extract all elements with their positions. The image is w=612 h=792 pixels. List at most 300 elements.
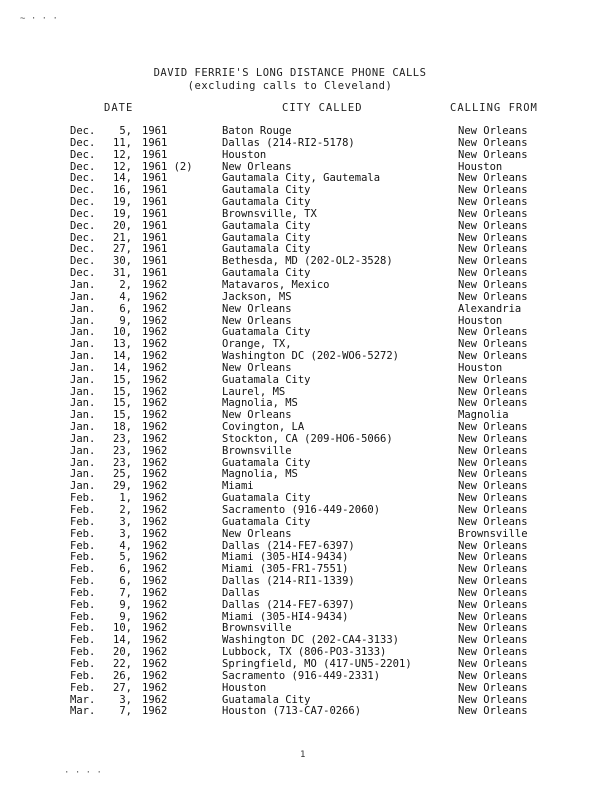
call-month: Feb. (70, 551, 96, 564)
table-row (0, 208, 612, 220)
table-row (0, 220, 612, 232)
call-from: New Orleans (458, 468, 528, 481)
call-from: New Orleans (458, 492, 528, 505)
call-from: New Orleans (458, 148, 528, 161)
call-year: 1961 (142, 231, 168, 244)
call-day: 7, (119, 586, 132, 599)
call-city: Stockton, CA (209-HO6-5066) (222, 432, 393, 445)
call-day: 14, (113, 350, 132, 363)
table-row (0, 149, 612, 161)
table-row (0, 137, 612, 149)
table-row (0, 386, 612, 398)
call-city: Guatamala City (222, 693, 311, 706)
call-month: Dec. (70, 219, 96, 232)
call-year: 1962 (142, 693, 168, 706)
call-from: New Orleans (458, 610, 528, 623)
call-month: Dec. (70, 160, 96, 173)
call-day: 3, (119, 527, 132, 540)
call-from: New Orleans (458, 373, 528, 386)
call-year: 1962 (142, 527, 168, 540)
call-day: 12, (113, 160, 132, 173)
table-row (0, 350, 612, 362)
call-year: 1962 (142, 480, 168, 493)
call-city: Bethesda, MD (202-OL2-3528) (222, 255, 393, 268)
call-month: Jan. (70, 468, 96, 481)
call-day: 10, (113, 326, 132, 339)
call-from: New Orleans (458, 634, 528, 647)
call-day: 1, (119, 492, 132, 505)
call-year: 1962 (142, 515, 168, 528)
call-city: Houston (222, 148, 267, 161)
table-row (0, 362, 612, 374)
call-year: 1962 (142, 326, 168, 339)
call-day: 19, (113, 196, 132, 209)
call-city: Jackson, MS (222, 290, 292, 303)
call-month: Feb. (70, 504, 96, 516)
call-city: Brownsville (222, 622, 292, 635)
call-month: Feb. (70, 515, 96, 528)
table-row (0, 516, 612, 528)
table-row (0, 540, 612, 552)
call-from: New Orleans (458, 432, 528, 445)
call-from: New Orleans (458, 444, 528, 457)
call-month: Jan. (70, 278, 96, 291)
call-city: Gautamala City (222, 219, 311, 232)
table-row (0, 267, 612, 279)
table-row (0, 232, 612, 244)
call-year: 1961 (142, 267, 168, 280)
table-row (0, 125, 612, 137)
call-from: New Orleans (458, 397, 528, 410)
table-row (0, 374, 612, 386)
call-from: New Orleans (458, 350, 528, 363)
call-year: 1962 (142, 373, 168, 386)
call-city: New Orleans (222, 160, 292, 173)
call-city: Brownsville (222, 444, 292, 457)
call-year: 1961 (142, 243, 168, 256)
call-month: Jan. (70, 314, 96, 327)
table-row (0, 279, 612, 291)
call-from: New Orleans (458, 705, 528, 718)
call-from: New Orleans (458, 681, 528, 694)
call-day: 19, (113, 207, 132, 220)
call-year: 1961 (142, 196, 168, 209)
call-day: 15, (113, 385, 132, 398)
call-city: Gautamala City, Gautemala (222, 172, 381, 185)
call-month: Jan. (70, 373, 96, 386)
call-city: Dallas (214-FE7-6397) (222, 598, 355, 611)
call-city: Dallas (214-RI2-5178) (222, 136, 355, 149)
call-year: 1962 (142, 468, 168, 481)
call-year: 1962 (142, 397, 168, 410)
call-from: New Orleans (458, 669, 528, 682)
call-month: Mar. (70, 705, 96, 718)
table-row (0, 658, 612, 670)
call-month: Feb. (70, 634, 96, 647)
table-row (0, 243, 612, 255)
document-subtitle: (excluding calls to Cleveland) (187, 80, 393, 92)
call-month: Dec. (70, 184, 96, 197)
call-city: Miami (305-FR1-7551) (222, 563, 349, 576)
call-from: New Orleans (458, 338, 528, 351)
table-row (0, 172, 612, 184)
call-from: Houston (458, 314, 503, 327)
call-from: New Orleans (458, 515, 528, 528)
call-from: New Orleans (458, 326, 528, 339)
call-city: New Orleans (222, 314, 292, 327)
call-from: New Orleans (458, 551, 528, 564)
call-month: Jan. (70, 385, 96, 398)
call-from: Houston (458, 361, 503, 374)
call-day: 10, (113, 622, 132, 635)
call-day: 16, (113, 184, 132, 197)
call-day: 14, (113, 634, 132, 647)
call-day: 18, (113, 421, 132, 434)
call-from: New Orleans (458, 172, 528, 185)
call-city: Miami (305-HI4-9434) (222, 551, 349, 564)
call-from: New Orleans (458, 231, 528, 244)
table-row (0, 575, 612, 587)
call-city: Baton Rouge (222, 125, 292, 137)
call-month: Jan. (70, 361, 96, 374)
call-month: Jan. (70, 480, 96, 493)
call-from: New Orleans (458, 504, 528, 516)
call-month: Feb. (70, 646, 96, 659)
call-month: Dec. (70, 196, 96, 209)
call-year: 1961 (142, 184, 168, 197)
call-year: 1962 (142, 669, 168, 682)
call-day: 15, (113, 397, 132, 410)
call-day: 20, (113, 219, 132, 232)
call-from: New Orleans (458, 196, 528, 209)
call-city: Guatamala City (222, 492, 311, 505)
call-month: Dec. (70, 243, 96, 256)
call-day: 14, (113, 172, 132, 185)
table-row (0, 587, 612, 599)
table-row (0, 599, 612, 611)
call-day: 25, (113, 468, 132, 481)
call-month: Feb. (70, 586, 96, 599)
call-city: Brownsville, TX (222, 207, 317, 220)
call-month: Dec. (70, 125, 96, 137)
call-from: New Orleans (458, 184, 528, 197)
call-month: Jan. (70, 326, 96, 339)
call-year: 1962 (142, 385, 168, 398)
call-year: 1962 (142, 575, 168, 588)
call-month: Feb. (70, 610, 96, 623)
call-year: 1962 (142, 432, 168, 445)
call-city: Matavaros, Mexico (222, 278, 330, 291)
call-city: Magnolia, MS (222, 468, 298, 481)
page-number: 1 (300, 750, 306, 760)
call-day: 9, (119, 314, 132, 327)
call-day: 27, (113, 243, 132, 256)
call-day: 23, (113, 432, 132, 445)
call-year: 1962 (142, 278, 168, 291)
call-day: 4, (119, 290, 132, 303)
call-city: Orange, TX, (222, 338, 292, 351)
table-row (0, 504, 612, 516)
call-month: Feb. (70, 492, 96, 505)
call-city: Houston (713-CA7-0266) (222, 705, 362, 718)
call-year: 1961 (142, 148, 168, 161)
call-from: New Orleans (458, 243, 528, 256)
call-from: New Orleans (458, 622, 528, 635)
call-city: Miami (305-HI4-9434) (222, 610, 349, 623)
call-day: 2, (119, 504, 132, 516)
call-city: Sacramento (916-449-2331) (222, 669, 381, 682)
table-row (0, 303, 612, 315)
call-day: 9, (119, 610, 132, 623)
call-day: 15, (113, 373, 132, 386)
call-month: Jan. (70, 444, 96, 457)
call-from: New Orleans (458, 563, 528, 576)
call-year: 1962 (142, 634, 168, 647)
call-city: Guatamala City (222, 326, 311, 339)
call-month: Jan. (70, 397, 96, 410)
call-day: 4, (119, 539, 132, 552)
call-year: 1962 (142, 681, 168, 694)
call-month: Jan. (70, 350, 96, 363)
call-year: 1962 (142, 563, 168, 576)
call-day: 3, (119, 693, 132, 706)
call-year: 1962 (142, 492, 168, 505)
call-from: New Orleans (458, 278, 528, 291)
call-city: Guatamala City (222, 373, 311, 386)
call-day: 31, (113, 267, 132, 280)
call-month: Dec. (70, 255, 96, 268)
call-city: New Orleans (222, 527, 292, 540)
call-month: Feb. (70, 539, 96, 552)
call-day: 7, (119, 705, 132, 718)
call-month: Dec. (70, 136, 96, 149)
scan-specks-bottom: · · · · (64, 768, 102, 778)
call-month: Feb. (70, 598, 96, 611)
call-year: 1961 (142, 207, 168, 220)
call-year: 1962 (142, 338, 168, 351)
call-from: New Orleans (458, 421, 528, 434)
call-month: Jan. (70, 409, 96, 422)
call-year: 1962 (142, 598, 168, 611)
call-city: Gautamala City (222, 196, 311, 209)
call-from: New Orleans (458, 598, 528, 611)
call-day: 30, (113, 255, 132, 268)
call-year: 1961 (142, 136, 168, 149)
call-from: New Orleans (458, 586, 528, 599)
call-day: 26, (113, 669, 132, 682)
call-year: 1962 (142, 646, 168, 659)
call-month: Jan. (70, 421, 96, 434)
call-month: Jan. (70, 302, 96, 315)
table-row (0, 161, 612, 173)
table-row (0, 445, 612, 457)
call-month: Feb. (70, 669, 96, 682)
call-from: New Orleans (458, 456, 528, 469)
call-day: 27, (113, 681, 132, 694)
table-row (0, 622, 612, 634)
call-day: 29, (113, 480, 132, 493)
call-month: Feb. (70, 622, 96, 635)
call-year: 1962 (142, 350, 168, 363)
table-row (0, 634, 612, 646)
call-month: Feb. (70, 563, 96, 576)
call-day: 23, (113, 444, 132, 457)
table-row (0, 611, 612, 623)
call-day: 12, (113, 148, 132, 161)
call-from: New Orleans (458, 646, 528, 659)
table-row (0, 480, 612, 492)
call-month: Dec. (70, 207, 96, 220)
call-month: Dec. (70, 148, 96, 161)
table-row (0, 528, 612, 540)
call-year: 1962 (142, 314, 168, 327)
table-row (0, 694, 612, 706)
call-year: 1962 (142, 657, 168, 670)
call-year: 1962 (142, 444, 168, 457)
call-year: 1962 (142, 302, 168, 315)
table-row (0, 184, 612, 196)
call-from: New Orleans (458, 480, 528, 493)
table-row (0, 397, 612, 409)
call-year: 1962 (142, 290, 168, 303)
document-title: DAVID FERRIE'S LONG DISTANCE PHONE CALLS (153, 67, 427, 79)
table-row (0, 338, 612, 350)
call-city: Gautamala City (222, 231, 311, 244)
table-row (0, 457, 612, 469)
call-year: 1962 (142, 622, 168, 635)
table-row (0, 468, 612, 480)
table-row (0, 196, 612, 208)
call-from: New Orleans (458, 125, 528, 137)
call-from: Alexandria (458, 302, 522, 315)
header-calling-from: CALLING FROM (450, 102, 538, 114)
table-row (0, 563, 612, 575)
call-day: 14, (113, 361, 132, 374)
call-from: New Orleans (458, 693, 528, 706)
call-from: Brownsville (458, 527, 528, 540)
call-day: 15, (113, 409, 132, 422)
call-day: 3, (119, 515, 132, 528)
call-day: 22, (113, 657, 132, 670)
table-row (0, 421, 612, 433)
call-city: Gautamala City (222, 184, 311, 197)
call-year: 1962 (142, 539, 168, 552)
calls-table (0, 125, 612, 717)
call-from: New Orleans (458, 657, 528, 670)
call-city: Covington, LA (222, 421, 305, 434)
call-year: 1961 (142, 172, 168, 185)
table-row (0, 255, 612, 267)
call-day: 21, (113, 231, 132, 244)
call-city: Guatamala City (222, 515, 311, 528)
table-row (0, 682, 612, 694)
call-day: 2, (119, 278, 132, 291)
call-city: Dallas (214-RI1-1339) (222, 575, 355, 588)
header-date: DATE (104, 102, 134, 114)
scan-specks-top: ~ · · · (20, 14, 58, 24)
call-month: Feb. (70, 575, 96, 588)
call-month: Mar. (70, 693, 96, 706)
table-row (0, 705, 612, 717)
call-year: 1962 (142, 586, 168, 599)
call-year: 1961 (142, 219, 168, 232)
call-city: Guatamala City (222, 456, 311, 469)
call-city: Washington DC (202-WO6-5272) (222, 350, 400, 363)
table-row (0, 492, 612, 504)
call-day: 5, (119, 125, 132, 137)
call-year: 1962 (142, 361, 168, 374)
call-month: Dec. (70, 231, 96, 244)
call-day: 6, (119, 302, 132, 315)
call-year: 1962 (142, 705, 168, 718)
call-from: Houston (458, 160, 503, 173)
call-month: Feb. (70, 527, 96, 540)
call-from: New Orleans (458, 136, 528, 149)
table-row (0, 433, 612, 445)
call-year: 1962 (142, 610, 168, 623)
call-city: Dallas (222, 586, 260, 599)
call-day: 6, (119, 563, 132, 576)
call-from: New Orleans (458, 385, 528, 398)
header-city-called: CITY CALLED (282, 102, 363, 114)
call-city: Washington DC (202-CA4-3133) (222, 634, 400, 647)
call-year: 1962 (142, 456, 168, 469)
call-city: New Orleans (222, 409, 292, 422)
call-year: 1962 (142, 504, 168, 516)
call-from: New Orleans (458, 575, 528, 588)
call-day: 11, (113, 136, 132, 149)
call-month: Dec. (70, 172, 96, 185)
call-city: Gautamala City (222, 243, 311, 256)
table-row (0, 670, 612, 682)
call-month: Feb. (70, 681, 96, 694)
call-month: Jan. (70, 338, 96, 351)
call-year: 1962 (142, 551, 168, 564)
call-day: 5, (119, 551, 132, 564)
call-month: Jan. (70, 290, 96, 303)
call-city: Sacramento (916-449-2060) (222, 504, 381, 516)
call-from: New Orleans (458, 207, 528, 220)
call-month: Feb. (70, 657, 96, 670)
call-month: Dec. (70, 267, 96, 280)
call-from: Magnolia (458, 409, 509, 422)
call-from: New Orleans (458, 539, 528, 552)
call-city: Laurel, MS (222, 385, 286, 398)
call-day: 20, (113, 646, 132, 659)
call-year: 1961 (142, 125, 168, 137)
call-day: 23, (113, 456, 132, 469)
call-from: New Orleans (458, 267, 528, 280)
table-row (0, 646, 612, 658)
table-row (0, 326, 612, 338)
call-city: Dallas (214-FE7-6397) (222, 539, 355, 552)
call-year: 1961 (2) (142, 160, 193, 173)
call-city: Lubbock, TX (806-PO3-3133) (222, 646, 387, 659)
table-row (0, 315, 612, 327)
call-month: Jan. (70, 456, 96, 469)
call-day: 9, (119, 598, 132, 611)
call-month: Jan. (70, 432, 96, 445)
table-row (0, 551, 612, 563)
call-day: 13, (113, 338, 132, 351)
call-city: New Orleans (222, 361, 292, 374)
call-day: 6, (119, 575, 132, 588)
table-row (0, 291, 612, 303)
table-row (0, 409, 612, 421)
call-year: 1961 (142, 255, 168, 268)
call-city: Gautamala City (222, 267, 311, 280)
call-from: New Orleans (458, 219, 528, 232)
